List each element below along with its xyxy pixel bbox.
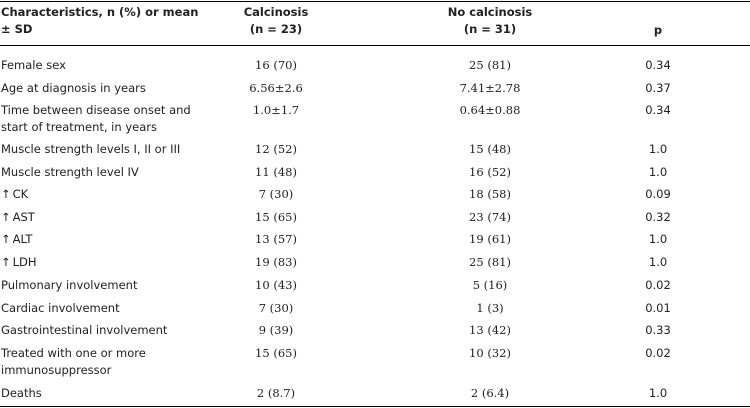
calcinosis-value: 7 (30) <box>258 187 294 201</box>
row-label <box>1 209 206 226</box>
table-top-rule <box>0 1 750 2</box>
header-rule <box>0 45 750 46</box>
no-calcinosis-value: 10 (32) <box>469 346 511 360</box>
calcinosis-value: 9 (39) <box>258 323 294 337</box>
no-calcinosis-value: 19 (61) <box>469 232 511 246</box>
calcinosis-value: 12 (52) <box>255 142 297 156</box>
row-label-text: CK <box>12 187 29 201</box>
p-value: 0.37 <box>645 81 671 95</box>
arrow-up-icon: ↑ <box>1 187 11 201</box>
calcinosis-value: 1.0±1.7 <box>252 103 300 117</box>
no-calcinosis-value: 7.41±2.78 <box>459 81 521 95</box>
row-label <box>1 231 206 248</box>
calcinosis-value: 11 (48) <box>255 165 297 179</box>
p-value: 0.32 <box>645 210 671 224</box>
calcinosis-value: 15 (65) <box>255 346 297 360</box>
no-calcinosis-value: 16 (52) <box>469 165 511 179</box>
p-value: 0.33 <box>645 323 671 337</box>
no-calcinosis-value: 0.64±0.88 <box>459 103 521 117</box>
no-calcinosis-value: 15 (48) <box>469 142 511 156</box>
no-calcinosis-value: 18 (58) <box>469 187 511 201</box>
row-label-text: Pulmonary involvement <box>1 278 138 292</box>
header-no-calcinosis-n: (n = 31) <box>463 22 517 36</box>
row-label-text: Female sex <box>1 58 66 72</box>
no-calcinosis-value: 1 (3) <box>476 301 504 315</box>
calcinosis-value: 15 (65) <box>255 210 297 224</box>
row-label-text: Muscle strength level IV <box>1 165 139 179</box>
p-value: 0.34 <box>645 58 671 72</box>
calcinosis-value: 19 (83) <box>255 255 297 269</box>
row-label-text: LDH <box>12 255 37 269</box>
calcinosis-value: 7 (30) <box>258 301 294 315</box>
p-value: 0.01 <box>645 301 671 315</box>
p-value: 1.0 <box>648 165 668 179</box>
p-value: 0.02 <box>645 278 671 292</box>
header-p-value: p <box>653 23 663 37</box>
row-label <box>1 254 206 271</box>
row-label-text: Cardiac involvement <box>1 301 120 315</box>
row-label <box>1 186 206 203</box>
calcinosis-value: 13 (57) <box>255 232 297 246</box>
header-no-calcinosis <box>430 4 550 38</box>
row-label-text: Time between disease onset and start of treatment, in years <box>1 103 191 134</box>
table-bottom-rule <box>0 406 750 407</box>
row-label-text: Deaths <box>1 386 42 400</box>
no-calcinosis-value: 25 (81) <box>469 58 511 72</box>
header-calcinosis <box>228 4 324 38</box>
row-label <box>1 80 206 97</box>
row-label <box>1 141 206 158</box>
header-calcinosis-title: Calcinosis <box>243 5 309 19</box>
row-label <box>1 345 206 379</box>
calcinosis-value: 6.56±2.6 <box>249 81 303 95</box>
p-value: 0.02 <box>645 346 671 360</box>
calcinosis-value: 2 (8.7) <box>256 386 296 400</box>
arrow-up-icon: ↑ <box>1 232 11 246</box>
arrow-up-icon: ↑ <box>1 255 11 269</box>
row-label <box>1 57 206 74</box>
p-value: 0.09 <box>645 187 671 201</box>
no-calcinosis-value: 25 (81) <box>469 255 511 269</box>
row-label <box>1 322 206 339</box>
row-label-text: Age at diagnosis in years <box>1 81 146 95</box>
p-value: 1.0 <box>648 386 668 400</box>
calcinosis-value: 16 (70) <box>255 58 297 72</box>
p-value: 1.0 <box>648 255 668 269</box>
row-label <box>1 300 206 317</box>
row-label <box>1 102 206 136</box>
header-no-calcinosis-title: No calcinosis <box>447 5 533 19</box>
row-label-text: AST <box>12 210 35 224</box>
p-value: 1.0 <box>648 232 668 246</box>
row-label-text: Gastrointestinal involvement <box>1 323 168 337</box>
no-calcinosis-value: 13 (42) <box>469 323 511 337</box>
header-characteristics: Characteristics, n (%) or mean ± SD <box>1 5 199 36</box>
row-label <box>1 277 206 294</box>
no-calcinosis-value: 2 (6.4) <box>470 386 510 400</box>
arrow-up-icon: ↑ <box>1 210 11 224</box>
p-value: 1.0 <box>648 142 668 156</box>
no-calcinosis-value: 5 (16) <box>472 278 508 292</box>
row-label-text: Muscle strength levels I, II or III <box>1 142 181 156</box>
row-label-text: ALT <box>12 232 33 246</box>
row-label <box>1 164 206 181</box>
calcinosis-value: 10 (43) <box>255 278 297 292</box>
row-label-text: Treated with one or more immunosuppressor <box>1 346 146 377</box>
p-value: 0.34 <box>645 103 671 117</box>
no-calcinosis-value: 23 (74) <box>469 210 511 224</box>
header-calcinosis-n: (n = 23) <box>249 22 303 36</box>
row-label <box>1 385 206 402</box>
